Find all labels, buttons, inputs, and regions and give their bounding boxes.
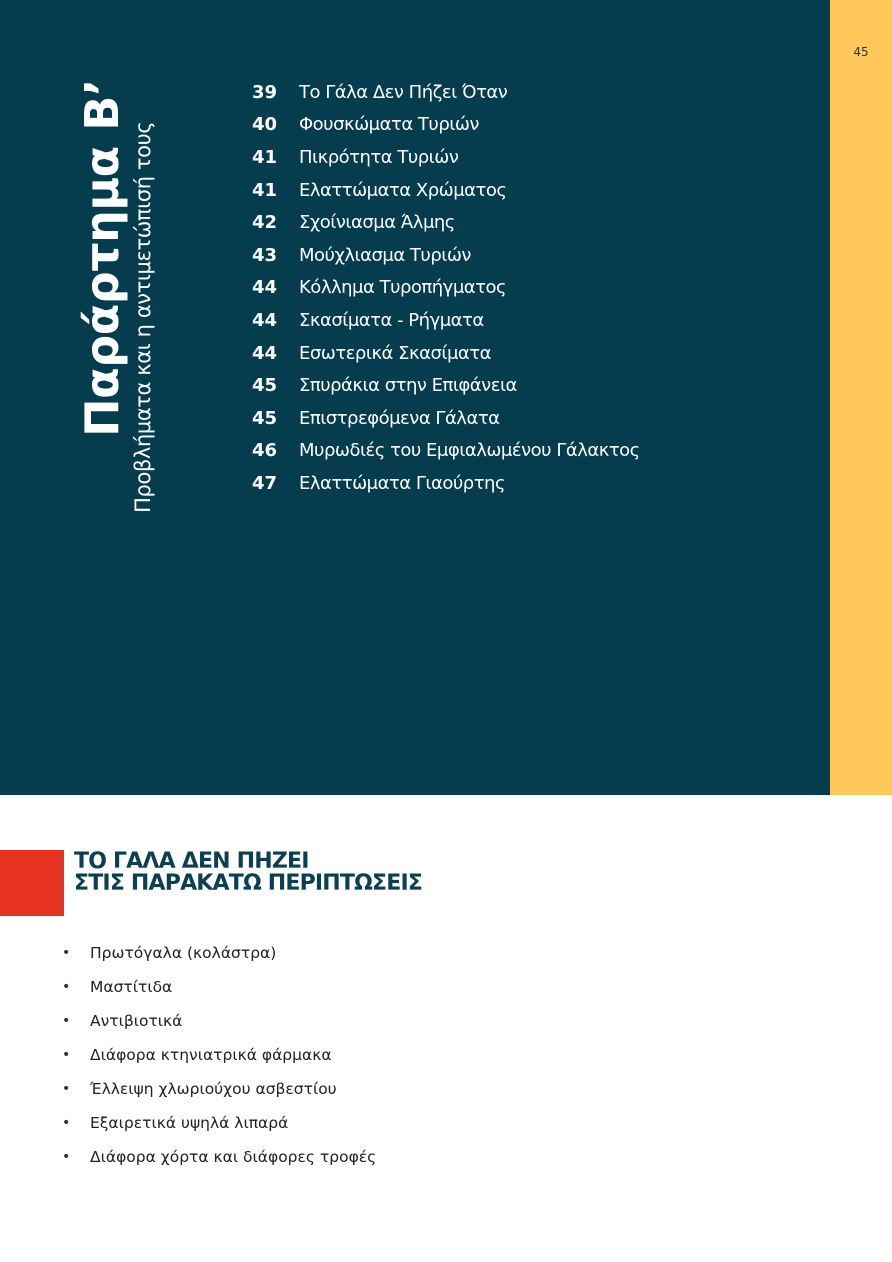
- toc-page-number: 44: [251, 342, 277, 364]
- toc-title: Σκασίματα - Ρήγματα: [299, 309, 484, 331]
- toc-entry[interactable]: [250, 435, 640, 468]
- list-item-text: Πρωτόγαλα (κολάστρα): [90, 944, 277, 962]
- toc-page-number: 40: [251, 114, 277, 136]
- toc-entry[interactable]: [250, 272, 640, 305]
- bullet-dot: •: [62, 1115, 71, 1131]
- toc-entry[interactable]: [250, 239, 640, 272]
- toc-title: Σχοίνιασμα Άλμης: [299, 212, 455, 234]
- toc-entry[interactable]: [250, 304, 640, 337]
- page-number: 45: [853, 45, 869, 59]
- list-item: [62, 970, 376, 1004]
- list-item-text: Αντιβιοτικά: [90, 1012, 183, 1030]
- toc-page-number: 41: [251, 146, 277, 168]
- section-heading: [74, 851, 422, 895]
- toc-page-number: 41: [251, 179, 277, 201]
- list-item: [62, 1004, 376, 1038]
- toc-page-number: 44: [251, 309, 277, 331]
- toc-title: Εσωτερικά Σκασίματα: [299, 342, 491, 364]
- list-item: [62, 1140, 376, 1174]
- appendix-title: Παράρτημα Β’: [75, 79, 129, 437]
- side-color-strip: [830, 0, 892, 795]
- toc-page-number: 45: [251, 375, 277, 397]
- toc-title: Πικρότητα Τυριών: [299, 146, 459, 168]
- list-item: [62, 1072, 376, 1106]
- bullet-dot: •: [62, 945, 71, 961]
- toc-title: Μυρωδιές του Εμφιαλωμένου Γάλακτος: [299, 440, 640, 462]
- list-item-text: Μαστίτιδα: [90, 978, 173, 996]
- toc-title: Μούχλιασμα Τυριών: [299, 244, 471, 266]
- toc-title: Το Γάλα Δεν Πήζει Όταν: [299, 81, 508, 103]
- toc-entry[interactable]: [250, 76, 640, 109]
- bullet-dot: •: [62, 1013, 71, 1029]
- list-item: [62, 1038, 376, 1072]
- toc-page-number: 47: [251, 472, 277, 494]
- toc-page-number: 42: [251, 212, 277, 234]
- toc-entry[interactable]: [250, 206, 640, 239]
- bullet-dot: •: [62, 1047, 71, 1063]
- toc-page-number: 45: [251, 407, 277, 429]
- toc-title: Σπυράκια στην Επιφάνεια: [299, 375, 517, 397]
- list-item-text: Διάφορα κτηνιατρικά φάρμακα: [90, 1046, 332, 1064]
- section-heading-line: ΤΟ ΓΑΛΑ ΔΕΝ ΠΗΖΕΙ: [74, 849, 309, 874]
- appendix-subtitle: Προβλήματα και η αντιμετώπισή τους: [131, 121, 155, 513]
- section-heading-line: ΣΤΙΣ ΠΑΡΑΚΑΤΩ ΠΕΡΙΠΤΩΣΕΙΣ: [74, 871, 423, 896]
- bullet-dot: •: [62, 1081, 71, 1097]
- list-item: [62, 936, 376, 970]
- section-accent-block: [0, 850, 64, 916]
- toc-title: Επιστρεφόμενα Γάλατα: [299, 407, 500, 429]
- toc-entry[interactable]: [250, 109, 640, 142]
- toc-entry[interactable]: [250, 369, 640, 402]
- toc-page-number: 46: [251, 440, 277, 462]
- toc-page-number: 43: [251, 244, 277, 266]
- toc-entry[interactable]: [250, 467, 640, 500]
- list-item-text: Εξαιρετικά υψηλά λιπαρά: [90, 1114, 289, 1132]
- toc-title: Κόλλημα Τυροπήγματος: [299, 277, 507, 299]
- toc-title: Φουσκώματα Τυριών: [299, 114, 479, 136]
- bullet-dot: •: [62, 979, 71, 995]
- toc-entry[interactable]: [250, 402, 640, 435]
- bullet-dot: •: [62, 1149, 71, 1165]
- list-item-text: Διάφορα χόρτα και διάφορες τροφές: [90, 1148, 377, 1166]
- toc-title: Ελαττώματα Γιαούρτης: [299, 472, 506, 494]
- toc-entry[interactable]: [250, 141, 640, 174]
- toc-page-number: 39: [251, 81, 277, 103]
- toc-entry[interactable]: [250, 174, 640, 207]
- toc-title: Ελαττώματα Χρώματος: [299, 179, 507, 201]
- table-of-contents: [250, 76, 640, 500]
- list-item: [62, 1106, 376, 1140]
- bullet-list: [62, 936, 376, 1174]
- toc-entry[interactable]: [250, 337, 640, 370]
- toc-page-number: 44: [251, 277, 277, 299]
- list-item-text: Έλλειψη χλωριούχου ασβεστίου: [90, 1080, 337, 1098]
